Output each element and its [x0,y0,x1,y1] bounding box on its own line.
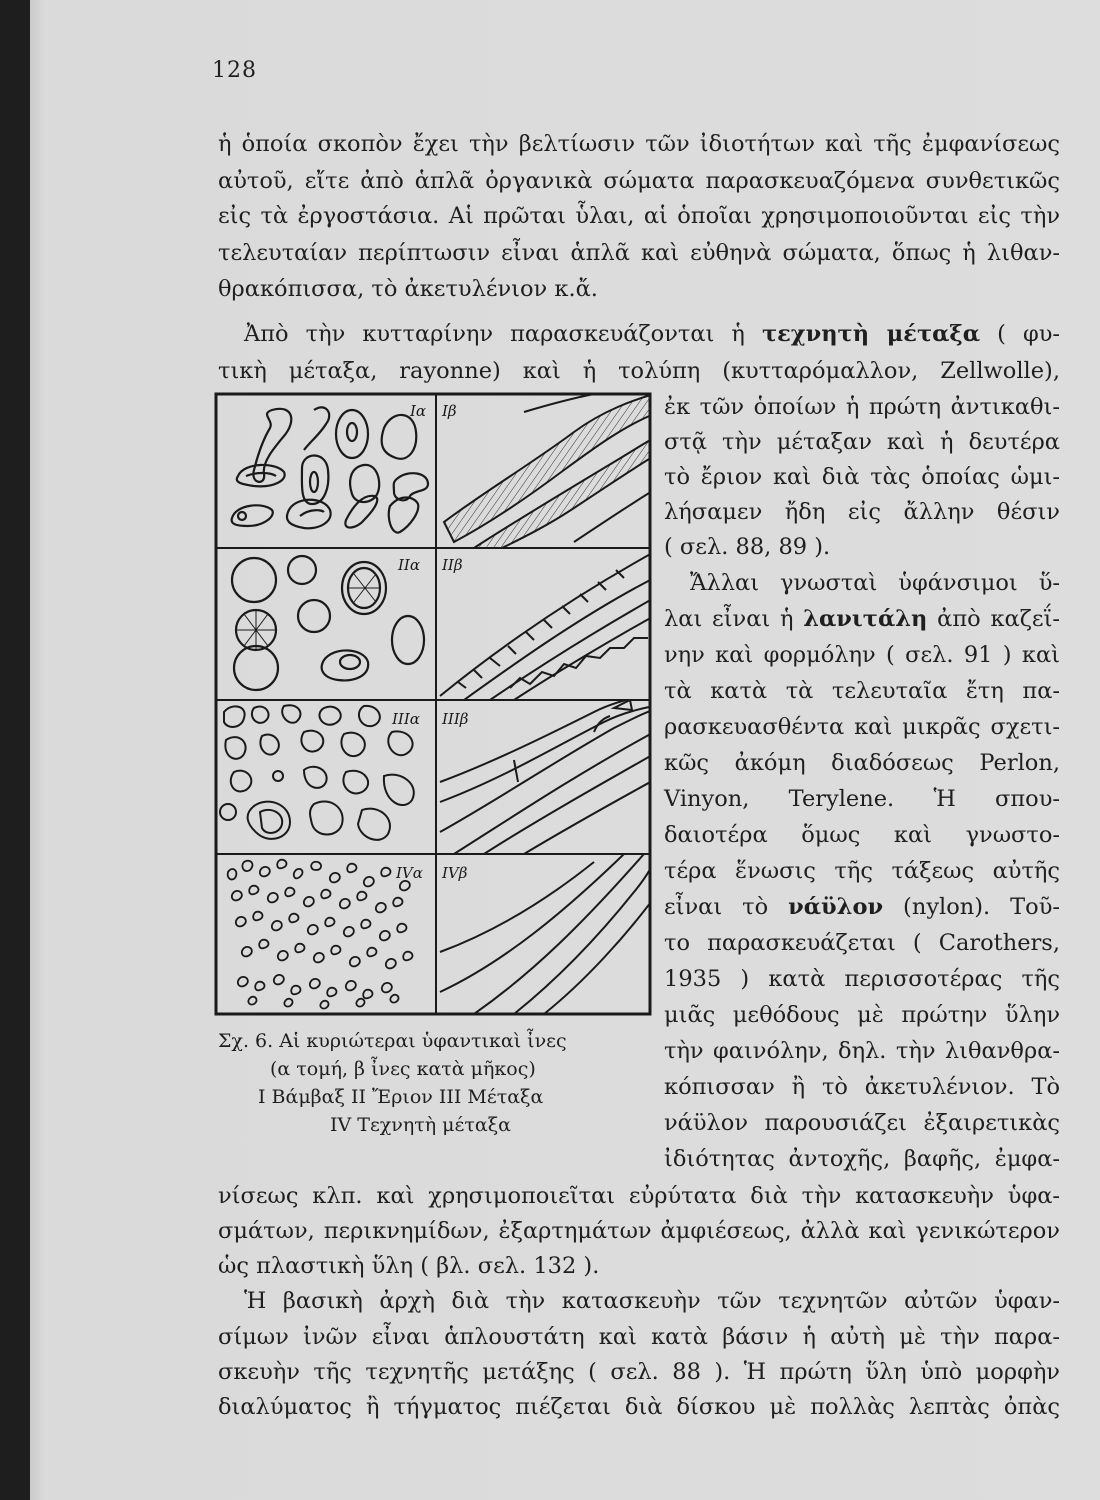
text-line: κόπισσαν ἢ τὸ ἀκετυλένιον. Τὸ [664,1074,1060,1100]
panel-label-IIa: IIα [398,556,420,574]
text-span: ( φυ- [997,321,1061,347]
panel-label-IIIb: IIIβ [442,710,469,728]
figure-caption-line: (α τομή, β ἶνες κατὰ μῆκος) [270,1058,536,1080]
panel-silk-cross-section [220,705,414,840]
text-span: εἶναι τὸ [664,894,769,920]
text-line: τικὴ μέταξα, rayonne) καὶ ἡ τολύπη (κυτταρόμαλλον, Zellwolle), [218,358,1060,384]
panel-cotton-fibers [444,394,652,550]
term-lanital: λανιτάλη [803,606,928,632]
text-line: νην καὶ φορμόλην ( σελ. 91 ) καὶ [664,642,1060,668]
text-line: σκευὴν τῆς τεχνητῆς μετάξης ( σελ. 88 ). Ἡ πρώτη ὕλη ὑπὸ μορφὴν [218,1359,1060,1385]
text-line: τέρα ἕνωσις τῆς τάξεως αὐτῆς [664,858,1060,884]
panel-wool-fibers [440,552,652,700]
text-line: σμάτων, περικνημίδων, ἐξαρτημάτων ἀμφιέσεως, ἀλλὰ καὶ γενικώτερον [218,1218,1060,1244]
panel-rayon-cross-section [228,860,413,1009]
text-line: εἰς τὰ ἐργοστάσια. Αἱ πρῶται ὗλαι, αἱ ὁποῖαι χρησιμοποιοῦνται εἰς τὴν [218,203,1060,229]
text-line: διαλύματος ἢ τήγματος πιέζεται διὰ δίσκου μὲ πολλὰς λεπτὰς ὀπὰς [218,1394,1060,1420]
text-span: (nylon). Τοῦ- [903,894,1060,920]
text-line: ὡς πλαστικὴ ὕλη ( βλ. σελ. 132 ). [218,1253,600,1279]
text-span: ἀπὸ καζεΐ- [937,606,1060,632]
text-line [664,603,1060,635]
panel-rayon-fibers [440,854,652,1014]
page-number: 128 [212,58,257,83]
text-line: ἐκ τῶν ὁποίων ἡ πρώτη ἀντικαθι- [664,394,1060,420]
figure-caption-line: Σχ. 6. Αἱ κυριώτεραι ὑφαντικαὶ ἶνες [218,1030,567,1052]
panel-label-IVa: IVα [396,864,423,882]
text-line [664,891,1060,923]
text-line: ἡ ὁποία σκοπὸν ἔχει τὴν βελτίωσιν τῶν ἰδιοτήτων καὶ τῆς ἐμφανίσεως [218,131,1060,157]
text-line: αὐτοῦ, εἴτε ἀπὸ ἁπλᾶ ὀργανικὰ σώματα παρασκευαζόμενα συνθετικῶς [218,168,1060,194]
term-nylon: νάϋλον [788,894,884,920]
text-line: τελευταίαν περίπτωσιν εἶναι ἁπλᾶ καὶ εὐθηνὰ σώματα, ὅπως ἡ λιθαν- [218,240,1060,266]
figure-caption-line: IV Τεχνητὴ μέταξα [330,1114,511,1136]
fiber-figure [214,392,652,1016]
panel-label-IIb: IIβ [442,556,463,574]
panel-label-Ib: Iβ [442,402,457,420]
text-line: στᾷ τὴν μέταξαν καὶ ἡ δευτέρα [664,429,1060,455]
text-span: Ἀπὸ τὴν κυτταρίνην παρασκευάζονται ἡ [244,321,745,347]
text-line: νίσεως κλπ. καὶ χρησιμοποιεῖται εὐρύτατα διὰ τὴν κατασκευὴν ὑφα- [218,1183,1060,1209]
panel-cotton-cross-section [232,407,428,532]
text-line: Ἡ βασικὴ ἀρχὴ διὰ τὴν κατασκευὴν τῶν τεχνητῶν αὐτῶν ὑφαν- [244,1288,1060,1314]
text-span: λαι εἶναι ἡ [664,606,794,632]
text-line: νάϋλον παρουσιάζει ἐξαιρετικὰς [664,1110,1060,1136]
panel-silk-fibers [440,692,652,854]
text-line: τὴν φαινόλην, δηλ. τὴν λιθανθρα- [664,1038,1060,1064]
text-line: κῶς ἀκόμη διαδόσεως Perlon, [664,750,1060,776]
panel-wool-cross-section [232,556,424,690]
text-line: τὸ ἔριον καὶ διὰ τὰς ὁποίας ὡμι- [664,464,1060,490]
panel-label-Ia: Iα [410,402,427,420]
text-line: τὰ κατὰ τὰ τελευταῖα ἔτη πα- [664,678,1060,704]
figure-caption-line: I Βάμβαξ II Ἔριον III Μέταξα [258,1086,544,1108]
text-line: 1935 ) κατὰ περισσοτέρας τῆς [664,966,1060,992]
text-line: ἰδιότητας ἀντοχῆς, βαφῆς, ἐμφα- [664,1146,1060,1172]
text-line: ρασκευασθέντα καὶ μικρᾶς σχετι- [664,714,1060,740]
text-line: μιᾶς μεθόδους μὲ πρώτην ὕλην [664,1002,1060,1028]
text-line: δαιοτέρα ὅμως καὶ γνωστο- [664,822,1060,848]
text-line: Vinyon, Terylene. Ἡ σπου- [664,786,1060,812]
term-artificial-silk: τεχνητὴ μέταξα [761,321,981,347]
text-line: το παρασκευάζεται ( Carothers, [664,930,1060,956]
panel-label-IIIa: IIIα [392,710,420,728]
text-line: θρακόπισσα, τὸ ἀκετυλένιον κ.ἄ. [218,276,598,302]
text-line: λήσαμεν ἤδη εἰς ἄλλην θέσιν [664,499,1060,525]
text-line [244,318,1060,350]
panel-label-IVb: IVβ [442,864,468,882]
text-line: ( σελ. 88, 89 ). [664,534,831,560]
text-line: Ἄλλαι γνωσταὶ ὑφάνσιμοι ὕ- [690,570,1060,596]
text-line: σίμων ἰνῶν εἶναι ἁπλουστάτη καὶ κατὰ βάσιν ἡ αὐτὴ μὲ τὴν παρα- [218,1324,1060,1350]
